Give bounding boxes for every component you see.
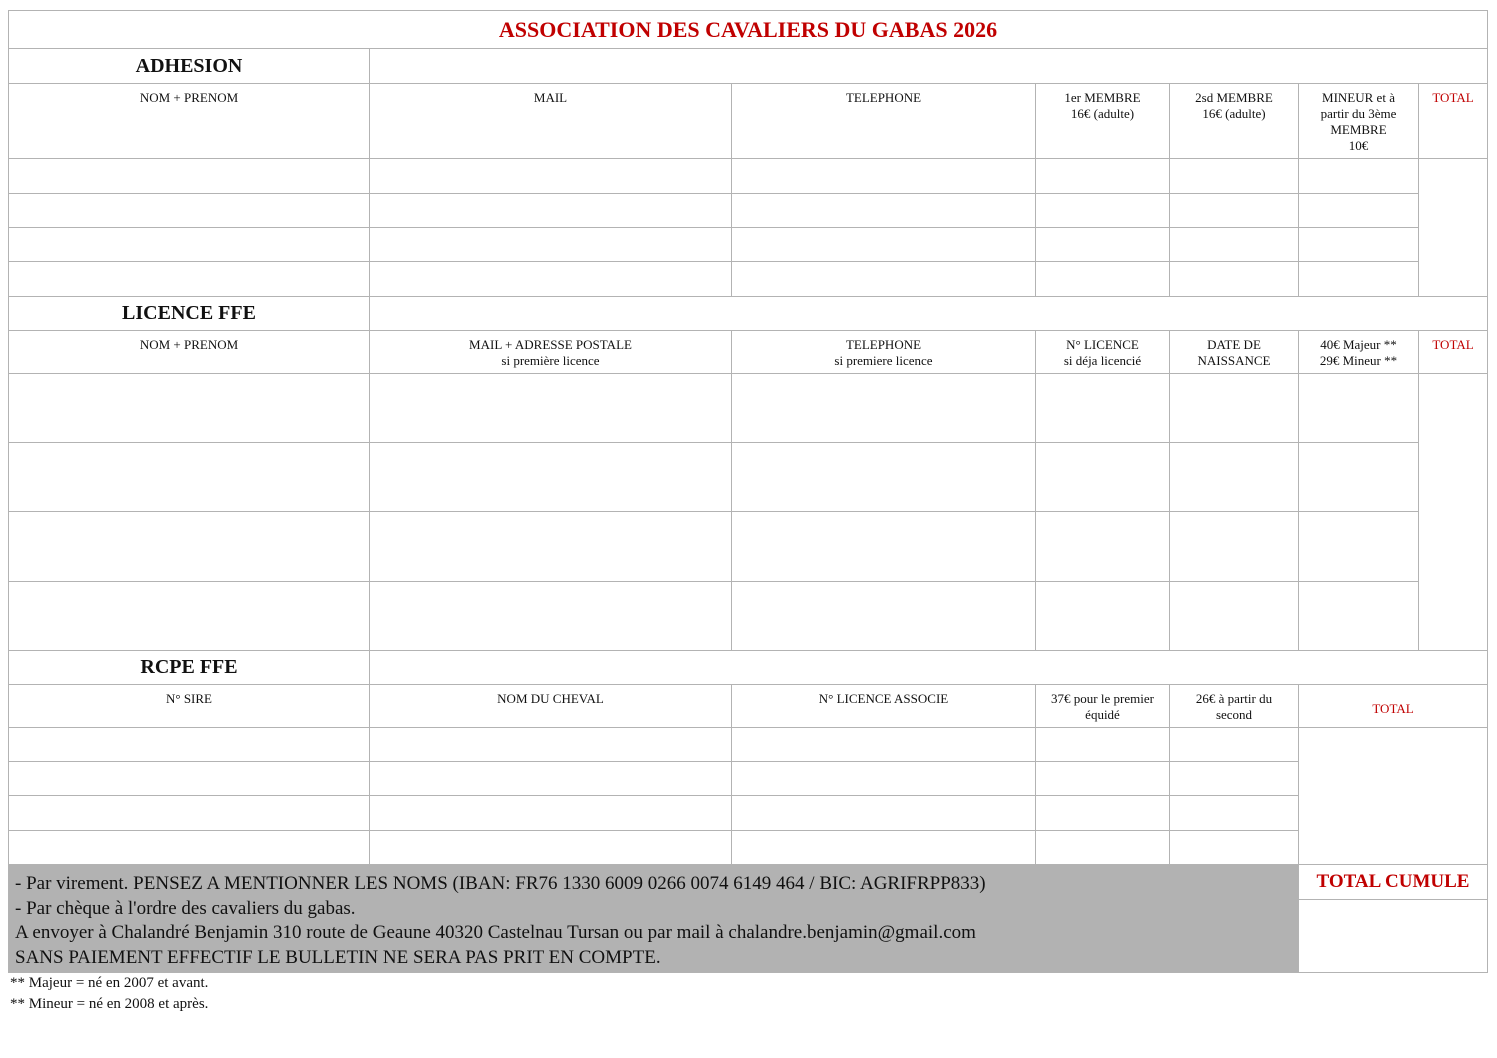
licence-cell-numero[interactable] [1036, 374, 1170, 443]
licence-col-total: TOTAL [1419, 331, 1488, 374]
adhesion-col-mail: MAIL [370, 84, 732, 159]
total-cumule-cell[interactable] [1299, 900, 1488, 973]
licence-col-numero: N° LICENCE si déja licencié [1036, 331, 1170, 374]
licence-row [9, 512, 1488, 582]
adhesion-cell-nom[interactable] [9, 194, 370, 228]
payment-line-virement: - Par virement. PENSEZ A MENTIONNER LES NOMS (IBAN: FR76 1330 6009 0266 0074 6149 464 / BIC: AGRIFRPP833) [15, 873, 986, 894]
licence-cell-mail-adresse[interactable] [370, 582, 732, 651]
adhesion-cell-mineur[interactable] [1299, 194, 1419, 228]
licence-cell-tarif[interactable] [1299, 512, 1419, 582]
licence-cell-nom[interactable] [9, 582, 370, 651]
rcpe-row [9, 831, 1488, 865]
rcpe-cell-sire[interactable] [9, 796, 370, 831]
rcpe-cell-sire[interactable] [9, 762, 370, 796]
rcpe-row [9, 728, 1488, 762]
licence-cell-tarif[interactable] [1299, 374, 1419, 443]
adhesion-cell-mineur[interactable] [1299, 228, 1419, 262]
licence-row [9, 582, 1488, 651]
adhesion-cell-2sd-membre[interactable] [1170, 159, 1299, 194]
rcpe-col-total: TOTAL [1299, 685, 1488, 728]
licence-col-nom: NOM + PRENOM [9, 331, 370, 374]
membership-form [8, 10, 1487, 973]
adhesion-heading-filler [370, 49, 1488, 84]
rcpe-row [9, 762, 1488, 796]
adhesion-cell-telephone[interactable] [732, 194, 1036, 228]
rcpe-heading-filler [370, 651, 1488, 685]
rcpe-cell-premier-equide[interactable] [1036, 831, 1170, 865]
adhesion-cell-telephone[interactable] [732, 228, 1036, 262]
footnote-mineur: ** Mineur = né en 2008 et après. [10, 996, 209, 1012]
licence-col-telephone: TELEPHONE si premiere licence [732, 331, 1036, 374]
licence-cell-numero[interactable] [1036, 443, 1170, 512]
rcpe-cell-licence-associe[interactable] [732, 796, 1036, 831]
rcpe-total-cell[interactable] [1299, 728, 1488, 865]
licence-cell-numero[interactable] [1036, 582, 1170, 651]
licence-cell-date-naissance[interactable] [1170, 512, 1299, 582]
rcpe-cell-licence-associe[interactable] [732, 831, 1036, 865]
adhesion-row [9, 262, 1488, 297]
adhesion-cell-1er-membre[interactable] [1036, 194, 1170, 228]
rcpe-col-second: 26€ à partir du second [1170, 685, 1299, 728]
rcpe-cell-nom-cheval[interactable] [370, 762, 732, 796]
rcpe-col-sire: N° SIRE [9, 685, 370, 728]
adhesion-col-mineur: MINEUR et à partir du 3ème MEMBRE 10€ [1299, 84, 1419, 159]
adhesion-cell-1er-membre[interactable] [1036, 262, 1170, 297]
licence-heading-filler [370, 297, 1488, 331]
licence-total-cell[interactable] [1419, 374, 1488, 651]
rcpe-cell-premier-equide[interactable] [1036, 728, 1170, 762]
rcpe-col-nom-cheval: NOM DU CHEVAL [370, 685, 732, 728]
licence-cell-mail-adresse[interactable] [370, 374, 732, 443]
licence-heading: LICENCE FFE [9, 297, 370, 331]
licence-cell-mail-adresse[interactable] [370, 512, 732, 582]
licence-cell-telephone[interactable] [732, 443, 1036, 512]
form-table [8, 10, 1488, 973]
adhesion-total-cell[interactable] [1419, 159, 1488, 297]
rcpe-cell-nom-cheval[interactable] [370, 796, 732, 831]
adhesion-cell-mineur[interactable] [1299, 159, 1419, 194]
adhesion-col-nom: NOM + PRENOM [9, 84, 370, 159]
adhesion-cell-2sd-membre[interactable] [1170, 228, 1299, 262]
payment-line-warning: SANS PAIEMENT EFFECTIF LE BULLETIN NE SERA PAS PRIT EN COMPTE. [15, 946, 661, 968]
licence-cell-date-naissance[interactable] [1170, 582, 1299, 651]
adhesion-row [9, 194, 1488, 228]
adhesion-cell-nom[interactable] [9, 159, 370, 194]
licence-cell-nom[interactable] [9, 443, 370, 512]
adhesion-col-telephone: TELEPHONE [732, 84, 1036, 159]
adhesion-col-total: TOTAL [1419, 84, 1488, 159]
adhesion-col-1er-membre: 1er MEMBRE 16€ (adulte) [1036, 84, 1170, 159]
adhesion-cell-mail[interactable] [370, 194, 732, 228]
rcpe-cell-premier-equide[interactable] [1036, 796, 1170, 831]
form-title: ASSOCIATION DES CAVALIERS DU GABAS 2026 [9, 11, 1488, 49]
rcpe-cell-second[interactable] [1170, 796, 1299, 831]
licence-cell-tarif[interactable] [1299, 582, 1419, 651]
licence-cell-date-naissance[interactable] [1170, 443, 1299, 512]
licence-row [9, 443, 1488, 512]
rcpe-cell-second[interactable] [1170, 831, 1299, 865]
adhesion-row [9, 159, 1488, 194]
adhesion-cell-mail[interactable] [370, 159, 732, 194]
adhesion-cell-mail[interactable] [370, 228, 732, 262]
adhesion-col-2sd-membre: 2sd MEMBRE 16€ (adulte) [1170, 84, 1299, 159]
adhesion-cell-mineur[interactable] [1299, 262, 1419, 297]
rcpe-col-premier-equide: 37€ pour le premier équidé [1036, 685, 1170, 728]
rcpe-cell-sire[interactable] [9, 831, 370, 865]
rcpe-col-licence-associe: N° LICENCE ASSOCIE [732, 685, 1036, 728]
licence-cell-telephone[interactable] [732, 512, 1036, 582]
rcpe-cell-second[interactable] [1170, 762, 1299, 796]
total-cumule-label: TOTAL CUMULE [1299, 865, 1488, 900]
licence-cell-numero[interactable] [1036, 512, 1170, 582]
rcpe-heading: RCPE FFE [9, 651, 370, 685]
rcpe-cell-premier-equide[interactable] [1036, 762, 1170, 796]
licence-col-tarif: 40€ Majeur ** 29€ Mineur ** [1299, 331, 1419, 374]
adhesion-cell-nom[interactable] [9, 262, 370, 297]
payment-line-cheque: - Par chèque à l'ordre des cavaliers du gabas. [15, 897, 356, 919]
adhesion-cell-1er-membre[interactable] [1036, 228, 1170, 262]
licence-cell-date-naissance[interactable] [1170, 374, 1299, 443]
payment-line-address: A envoyer à Chalandré Benjamin 310 route de Geaune 40320 Castelnau Tursan ou par mail à chalandre.benjamin@gmail.com [15, 922, 976, 943]
licence-cell-tarif[interactable] [1299, 443, 1419, 512]
licence-cell-nom[interactable] [9, 374, 370, 443]
adhesion-row [9, 228, 1488, 262]
licence-row [9, 374, 1488, 443]
rcpe-cell-nom-cheval[interactable] [370, 728, 732, 762]
rcpe-row [9, 796, 1488, 831]
licence-cell-mail-adresse[interactable] [370, 443, 732, 512]
adhesion-cell-2sd-membre[interactable] [1170, 262, 1299, 297]
adhesion-cell-mail[interactable] [370, 262, 732, 297]
adhesion-cell-nom[interactable] [9, 228, 370, 262]
licence-col-date-naissance: DATE DE NAISSANCE [1170, 331, 1299, 374]
licence-cell-nom[interactable] [9, 512, 370, 582]
rcpe-cell-sire[interactable] [9, 728, 370, 762]
rcpe-cell-licence-associe[interactable] [732, 762, 1036, 796]
licence-cell-telephone[interactable] [732, 374, 1036, 443]
adhesion-cell-2sd-membre[interactable] [1170, 194, 1299, 228]
licence-cell-telephone[interactable] [732, 582, 1036, 651]
adhesion-cell-telephone[interactable] [732, 262, 1036, 297]
adhesion-cell-telephone[interactable] [732, 159, 1036, 194]
footnote-majeur: ** Majeur = né en 2007 et avant. [10, 975, 209, 991]
rcpe-cell-licence-associe[interactable] [732, 728, 1036, 762]
rcpe-cell-second[interactable] [1170, 728, 1299, 762]
adhesion-heading: ADHESION [9, 49, 370, 84]
adhesion-cell-1er-membre[interactable] [1036, 159, 1170, 194]
licence-col-mail-adresse: MAIL + ADRESSE POSTALE si première licence [370, 331, 732, 374]
footnotes [10, 973, 208, 1015]
payment-instructions [9, 865, 1299, 973]
rcpe-cell-nom-cheval[interactable] [370, 831, 732, 865]
